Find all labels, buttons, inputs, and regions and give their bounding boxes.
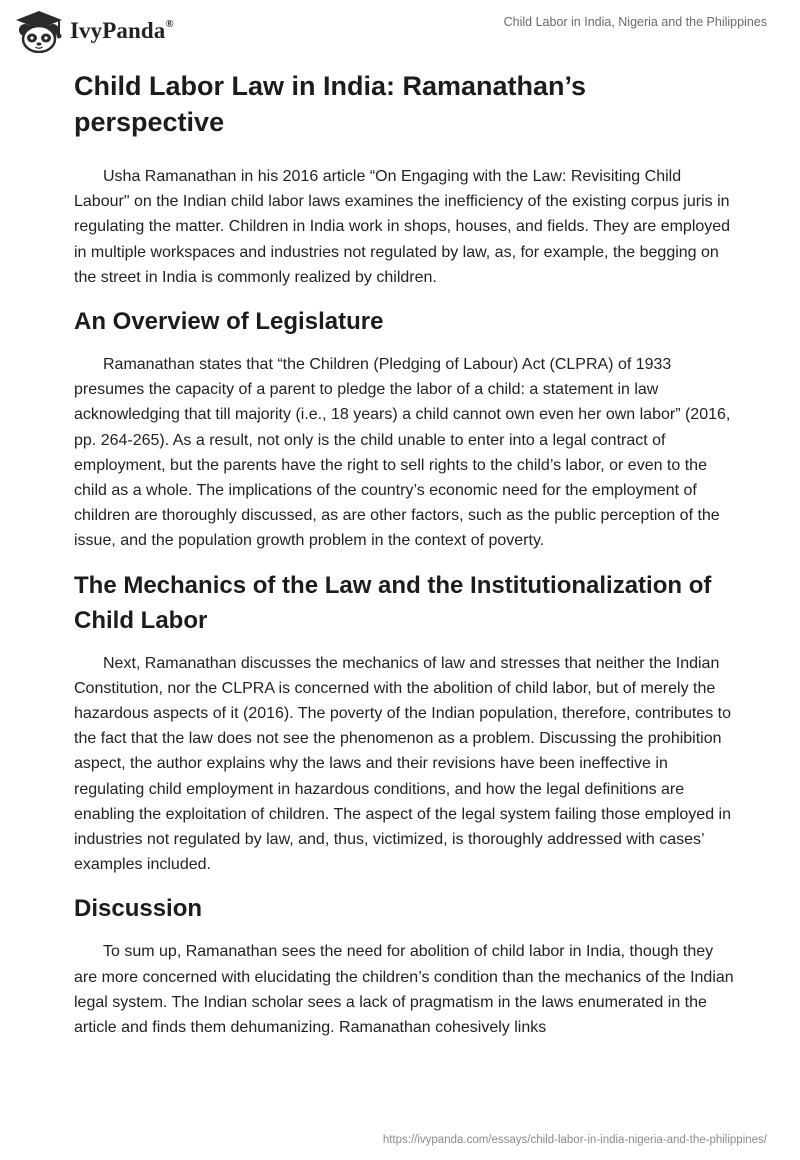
section-heading: The Mechanics of the Law and the Institutionalization of Child Labor [74, 571, 712, 634]
brand-name: IvyPanda® [70, 18, 174, 43]
running-title: Child Labor in India, Nigeria and the Philippines [503, 15, 767, 29]
brand-logo[interactable] [14, 9, 174, 53]
section-paragraph: Ramanathan states that “the Children (Pledging of Labour) Act (CLPRA) of 1933 presumes the capacity of a parent to pledge the labor of a child: a statement in law acknowledging that till majority (i.e., 18 years) a child cannot own even her own labor” (2016, pp. 264-265). As a result, not only is the child unable to enter into a legal contract of employment, but the parents have the right to sell rights to the child’s labor, or even to the child as a whole. The implications of the country’s economic need for the employment of children are thoroughly discussed, as are other factors, such as the public perception of the issue, and the population growth problem in the context of poverty. [74, 356, 731, 550]
article-title: Child Labor Law in India: Ramanathan’s perspective [74, 71, 587, 137]
intro-paragraph: Usha Ramanathan in his 2016 article “On Engaging with the Law: Revisiting Child Labour" on the Indian child labor laws examines the inefficiency of the existing corpus juris in regulating the matter. Children in India work in shops, houses, and fields. They are employed in multiple workspaces and industries not regulated by law, as, for example, the begging on the street in India is commonly realized by children. [74, 168, 731, 286]
registered-mark: ® [165, 18, 174, 31]
section-heading: Discussion [74, 895, 203, 923]
section-paragraph: Next, Ramanathan discusses the mechanics of law and stresses that neither the Indian Constitution, nor the CLPRA is concerned with the abolition of child labor, but of merely the hazardous aspects of it (2016). The poverty of the Indian population, therefore, contributes to the fact that the law does not see the phenomenon as a problem. Discussing the prohibition aspect, the author explains why the laws and their revisions have been ineffective in regulating child employment in hazardous conditions, and how the legal definitions are enabling the exploitation of children. The aspect of the legal system failing those employed in industries not regulated by law, and, thus, victimized, is thoroughly addressed with cases’ examples included. [74, 654, 731, 874]
article-body [74, 68, 734, 1054]
panda-graduation-cap-icon [14, 9, 64, 53]
source-url[interactable]: https://ivypanda.com/essays/child-labor-in-india-nigeria-and-the-philippines/ [382, 1134, 767, 1146]
section-paragraph: To sum up, Ramanathan sees the need for abolition of child labor in India, though they are more concerned with elucidating the children’s condition than the mechanics of the Indian legal system. The Indian scholar sees a lack of pragmatism in the laws enumerated in the article and finds them dehumanizing. Ramanathan cohesively links [74, 943, 734, 1037]
page-header [0, 0, 800, 62]
section-heading: An Overview of Legislature [74, 308, 384, 336]
